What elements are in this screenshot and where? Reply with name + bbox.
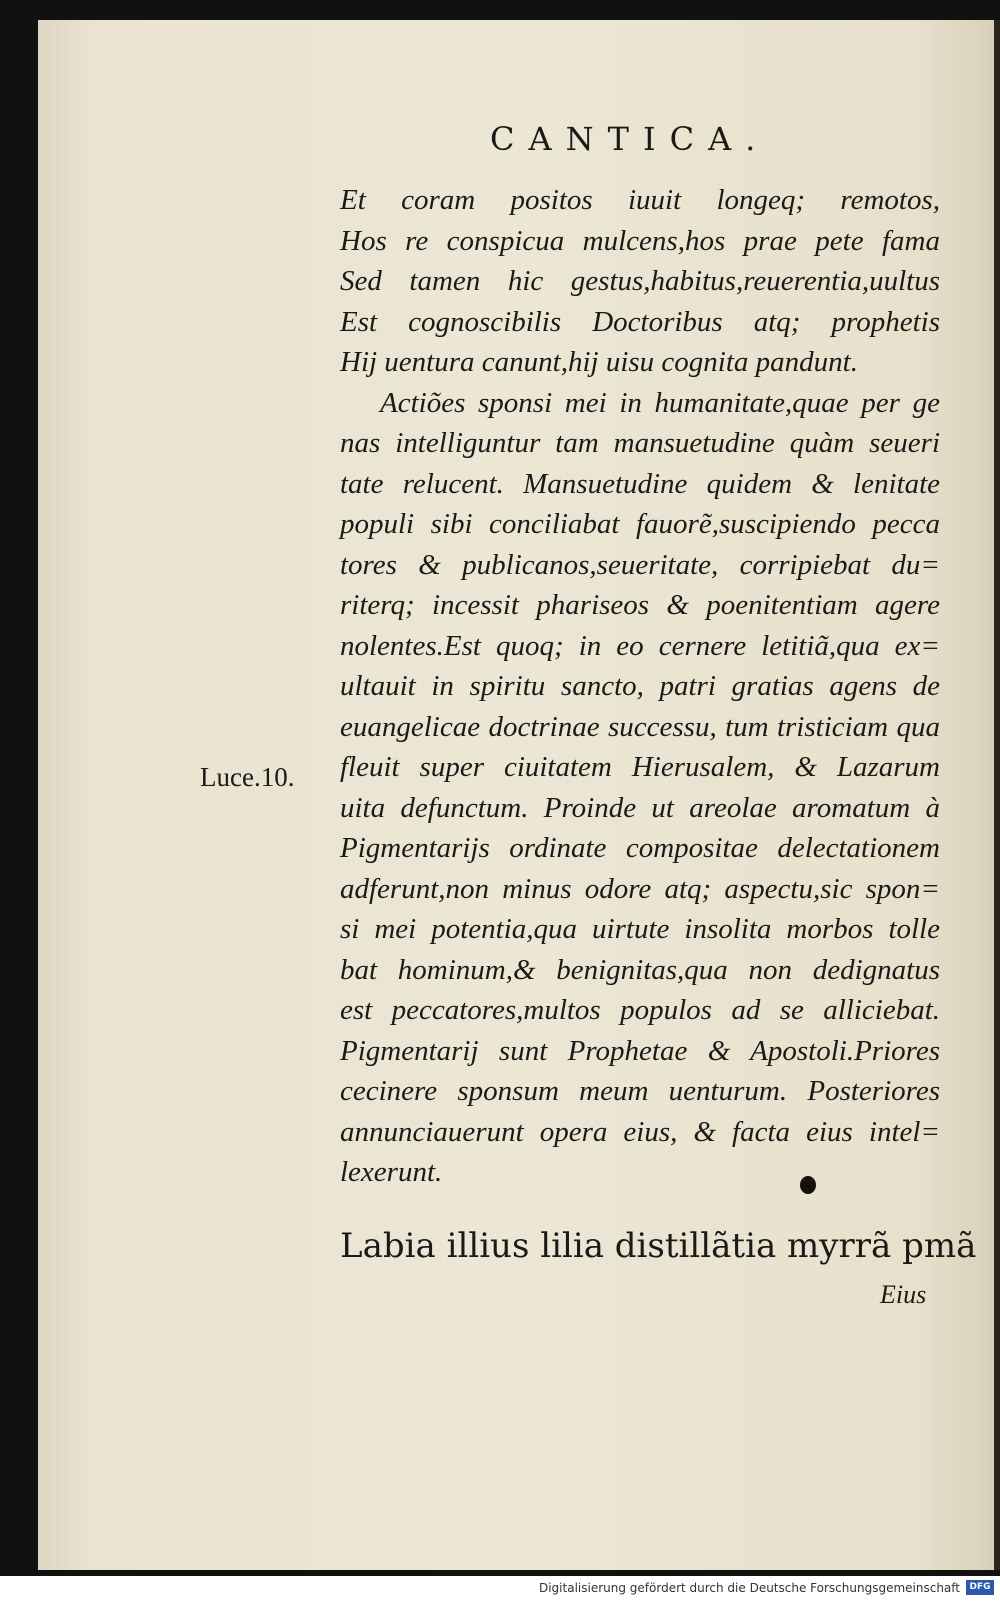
body-line: adferunt,non minus odore atq; aspectu,sic spon=	[340, 872, 940, 905]
body-line: populi sibi conciliabat fauorẽ,suscipiendo pecca	[340, 508, 940, 540]
body-line: Pigmentarij sunt Prophetae & Apostoli.Priores	[340, 1034, 940, 1067]
body-line: fleuit super ciuitatem Hierusalem, & Lazarum	[340, 751, 940, 783]
body-line: Est cognoscibilis Doctoribus atq; prophetis	[340, 305, 940, 338]
body-line: riterq; incessit phariseos & poenitentiam agere	[340, 589, 940, 621]
lemma-line: Labia illius lilia distillãtia myrrã pmã	[340, 1226, 977, 1266]
body-line: euangelicae doctrinae successu, tum tristiciam qua	[340, 710, 940, 743]
body-line: Hos re conspicua mulcens,hos prae pete fama	[340, 224, 940, 257]
body-line: Pigmentarijs ordinate compositae delectationem	[340, 832, 940, 864]
body-line: annunciauerunt opera eius, & facta eius intel=	[340, 1115, 940, 1148]
running-head: CANTICA.	[490, 120, 770, 158]
body-line: cecinere sponsum meum uenturum. Posteriores	[340, 1075, 940, 1107]
body-line: ultauit in spiritu sancto, patri gratias agens de	[340, 670, 940, 702]
body-line: Actiões sponsi mei in humanitate,quae per ge	[380, 386, 940, 419]
body-line: bat hominum,& benignitas,qua non dedignatus	[340, 953, 940, 986]
body-text	[340, 180, 940, 1193]
body-line: Et coram positos iuuit longeq; remotos,	[340, 184, 940, 216]
footer-attribution: Digitalisierung gefördert durch die Deutsche Forschungsgemeinschaft	[538, 1581, 960, 1595]
body-line: nas intelliguntur tam mansuetudine quàm seueri	[340, 427, 940, 459]
body-line: est peccatores,multos populos ad se alliciebat.	[340, 994, 940, 1026]
body-line: nolentes.Est quoq; in eo cernere letitiã,qua ex=	[340, 629, 940, 662]
body-line: si mei potentia,qua uirtute insolita morbos tolle	[340, 913, 940, 945]
body-line: tate relucent. Mansuetudine quidem & lenitate	[340, 467, 940, 500]
body-line: lexerunt.	[340, 1156, 443, 1188]
catchword: Eius	[880, 1280, 927, 1309]
body-line: uita defunctum. Proinde ut areolae aromatum à	[340, 791, 940, 824]
ink-blot	[800, 1176, 816, 1194]
dfg-logo-icon: DFG	[966, 1580, 994, 1595]
body-line: Sed tamen hic gestus,habitus,reuerentia,uultus	[340, 265, 940, 297]
body-line: Hij uentura canunt,hij uisu cognita pandunt.	[340, 346, 858, 378]
marginal-note: Luce.10.	[200, 762, 295, 792]
body-line: tores & publicanos,seueritate, corripiebat du=	[340, 548, 940, 581]
